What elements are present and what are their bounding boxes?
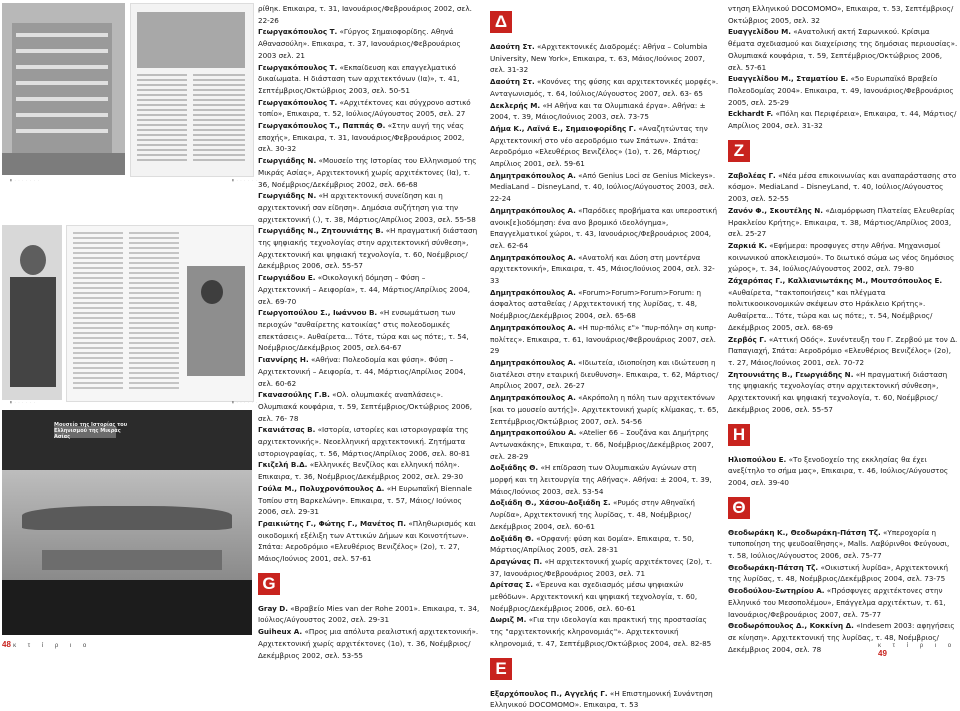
entry-text: «Διαμόρφωση Πλατείας Ελευθερίας Ηρακλείου Κρήτης». Επικαιρα, τ. 38, Μάρτιος/Απρίλιος 2003, σελ. 25-27 <box>728 205 955 239</box>
entry-text: «Η αρχιτεκτονική συνείδηση και η αρχιτεκτονική σαν είδηση». Δημόσια συζήτηση για την αρχιτεκτονική (.), τ. 38, Μάρτιος/Απρίλιος 2003, σελ. 55-58 <box>258 191 476 224</box>
entry-text: «Βραβείο Mies van der Rohe 2001». Επικαιρα, τ. 34, Ιούλιος/Αύγουστος 2002, σελ. 29-31 <box>258 603 480 625</box>
entry-author: Θεοδωράκη Κ., Θεοδωράκη-Πάτση Τζ. <box>728 527 881 537</box>
bibliography-entry <box>728 527 958 562</box>
entry-author: Θεοδωρόπουλος Δ., Κοκκίνη Δ. <box>728 621 854 631</box>
entry-text: «Εφήμερα: προσφυγες στην Αθήνα. Μηχανισμοί κοινωνικού αποκλεισμού». Το διωτικό σώμα ως νέος δημόσιος χώρος», τ. 34, Ιούλιος/Αύγουστος 2002, σελ. 79-80 <box>728 240 955 274</box>
bibliography-entry <box>258 26 480 61</box>
bibliography-entry <box>728 26 958 73</box>
entry-text: «Αττική Οδός». Συνέντευξη του Γ. Ζερβού με τον Δ. Παπαγιαχή, Σπάτα: Αεροδρόμιο «Ελευθέριος Βενιζέλος» (2ο), τ. 27, Μάιος/Ιούνιος 2001, σελ. 70-72 <box>728 334 958 367</box>
entry-text: «Κονόνες της φύσης και αρχιτεκτονικές μορφές». Ανταγωνισμός, τ. 64, Ιούλιος/Αύγουστος 2007, σελ. 63- 65 <box>490 77 719 98</box>
bibliography-entry <box>490 252 720 287</box>
bibliography-entry <box>490 357 720 392</box>
entry-text: «Οικολογική δόμηση – Φύση – Αρχιτεκτονική – Αειφορία», τ. 44, Μάρτιος/Απρίλιος 2004, σελ. 69-70 <box>258 273 471 306</box>
entry-text: «Η επίδραση των Ολυμπιακών Αγώνων στη μορφή και τη λειτουργία της Αθήνας». Αθήνα: ± 2004, τ. 39, Μάιος/Ιούνιος 2003, σελ. 53-54 <box>490 463 712 496</box>
entry-author: Δημητρακόπουλος Α. <box>490 205 576 215</box>
entry-author: Δημητρακόπουλος Α. <box>490 252 576 262</box>
entry-text: «Πληθωρισμός και οικοδομική εξέλιξη των Αττικών Δήμων και Κοινοτήτων». Σπάτα: Αεροδρόμιο «Ελευθέριος Βενιζέλος» (2ο), τ. 27, Μάιος/Ιούνιος 2001, σελ. 57-61 <box>258 518 476 564</box>
bibliography-entry <box>490 579 720 614</box>
entry-author: Ευαγγελίδου Μ., Σταματίου Ε. <box>728 74 849 84</box>
bibliography-entry <box>258 389 480 424</box>
entry-author: Γεωργοπούλου Σ., Ιωάννου Β. <box>258 308 378 318</box>
entry-author: Ζάχαρόπας Γ., Καλλιανιωτάκης Μ., Μουτσόπουλος Ε. <box>728 276 943 286</box>
bibliography-entry <box>490 688 720 711</box>
entry-author: Δημητρακόπουλος Α. <box>490 357 576 367</box>
entry-author: Θεοδωράκη-Πάτση Τζ. <box>728 562 819 572</box>
entry-author: Ευαγγελίδου Μ. <box>728 27 791 37</box>
entry-text: «Το ξενοδοχείο της εκκλησίας θα έχει ανεξίτηλο το σήμα μας», Επικαιρα, τ. 46, Ιούλιος/Αύγουστος 2004, σελ. 39-40 <box>728 454 949 487</box>
entry-author: Γεωργιάδης Ν. <box>258 156 317 166</box>
section-letter-d: Δ <box>490 11 512 33</box>
entry-author: Δραγώνας Π. <box>490 556 543 566</box>
bibliography-entry <box>728 205 958 240</box>
right-page-footer <box>878 640 960 658</box>
entry-author: Ζαρκιά Κ. <box>728 240 767 250</box>
bibliography-entry <box>258 225 480 272</box>
entry-author: Γκανιάτσας Β. <box>258 425 316 435</box>
entry-author: Γιαννίρης Η. <box>258 355 309 365</box>
entry-author: Δρίτσας Σ. <box>490 580 534 590</box>
bibliography-entry <box>258 424 480 459</box>
bibliography-entry <box>728 334 958 369</box>
entry-text: «Αναζητώντας την Αρχιτεκτονική στο νέο αεροδρόμιο των Σπάτων». Σπάτα: Αεροδρόμιο «Ελευθέριος Βενιζέλος» (1ο), τ. 26, Μάρτιος/Απρίλιος 2001, σελ. 59-61 <box>490 123 708 169</box>
bibliography-entry <box>490 497 720 532</box>
entry-author: Guiheux A. <box>258 627 303 637</box>
bibliography-entry <box>728 585 958 620</box>
bibliography-entry <box>490 123 720 170</box>
section-letter-th: Θ <box>728 497 750 519</box>
bibliography-entry <box>490 287 720 322</box>
entry-text: «Forum>Forum>Forum>Forum: η άσφαλτος ασταθείας / Αρχιτεκτονική της λυρίδας, τ. 48, Νοέμβριος/Δεκέμβριος 2004, σελ. 65-68 <box>490 287 701 321</box>
bibliography-entry <box>258 603 480 626</box>
entry-author: Ζερβός Γ. <box>728 334 767 344</box>
entry-text: «Η Επιστημονική Συνάντηση Ελληνικού DOCOMOMO». Επικαιρα, τ. 53 <box>490 688 713 710</box>
entry-text: «Πόλη και Περιφέρεια», Επικαιρα, τ. 44, Μάρτιος/Απρίλιος 2004, σελ. 31-32 <box>728 109 957 131</box>
entry-author: Γεωργακόπουλος Τ., Παππάς Θ. <box>258 121 386 131</box>
bibliography-entry <box>490 170 720 205</box>
bibliography-column-2 <box>490 3 720 711</box>
entry-author: Ζητουνιάτης Β., Γεωργιάδης Ν. <box>728 369 854 379</box>
entry-text: «Ιστορία, ιστορίες και ιστοριογραφία της αρχιτεκτονικής». Νεοελληνική αρχιτεκτονική. Ζητήματα ιστοριογραφίας, τ. 56, Μάρτιος/Απρίλιος 2006, σελ. 80-81 <box>258 425 471 458</box>
entry-text: «Παρόδιες προβήματα και υπεροστική ανοικ[ε]ιοδόμηση: ένα ανο βρομικό ιδεολόγημα», Επαγγελματικοί χώροι, τ. 43, Ιανουάριος/Φεβρουάριος 2004, σελ. 62-64 <box>490 205 718 250</box>
entry-text: «Ελληνικές Βενζίλος και ελληνική πόλη». Επικαιρα, τ. 36, Νοέμβριος/Δεκέμβριος 2002, σελ. 29-30 <box>258 460 464 482</box>
entry-author: Δημητρακόπουλος Α. <box>490 170 576 180</box>
entry-author: Ζαβολέας Γ. <box>728 170 776 180</box>
bibliography-entry <box>728 73 958 108</box>
entry-author: Δαούτη Στ. <box>490 77 535 87</box>
entry-author: Γεωργακόπουλος Τ. <box>258 27 338 37</box>
entry-author: Γκιζελή Β.Δ. <box>258 460 308 470</box>
architect-portrait-photo <box>2 225 62 400</box>
entry-author: Gray D. <box>258 603 288 613</box>
section-letter-e: E <box>490 658 512 680</box>
entry-text: «Ορφανή: φύση και δομία». Επικαιρα, τ. 50, Μάρτιος/Απρίλιος 2005, σελ. 28-31 <box>490 533 694 555</box>
bibliography-entry <box>728 3 958 26</box>
entry-text: «Γύργος Σημαιοφορίδης. Αθηνά Αθανασούλη». Επικαιρα, τ. 37, Ιανουάριος/Φεβρουάριος 2003 σελ. 21 <box>258 27 461 60</box>
entry-text: «Ιδιωτεία, ιδιοποίηση και ιδιώτευση η διατέλεσι στην εταιρική διευθυνση». Επικαιρα, τ. 62, Μάρτιος/Απρίλιος 2007, σελ. 26-27 <box>490 357 719 391</box>
entry-text: ρίθηκ. Επικαιρα, τ. 31, Ιανουάριος/Φεβρουάριος 2002, σελ. 22-26 <box>258 4 472 25</box>
bibliography-entry <box>258 155 480 190</box>
entry-text: «Νέα μέσα επικοινωνίας και αναπαράστασης στο κόσμο». MediaLand – DisneyLand, τ. 40, Ιούλιος/Αύγουστος 2003, σελ. 52-55 <box>728 170 957 204</box>
bibliography-entry <box>490 556 720 579</box>
bibliography-entry <box>728 275 958 334</box>
entry-text: «Η αρχιτεκτονική χωρίς αρχιτέκτονες (2ο), τ. 37, Ιανουάριος/Φεβρουάριος 2003, σελ. 71 <box>490 556 712 578</box>
photo-caption-mark: ▮ · · · · · · · <box>10 178 41 182</box>
entry-author: Γεωργιάδης Ν., Ζητουνιάτης Β. <box>258 226 384 236</box>
entry-author: Δοξιάδη Θ. <box>490 533 534 543</box>
section-letter-g: G <box>258 573 280 595</box>
entry-author: Δημητρακόπουλος Α. <box>490 393 576 403</box>
entry-author: Γραικιώτης Γ., Φώτης Γ., Μανέτος Π. <box>258 518 407 528</box>
entry-text: «Από Genius Loci σε Genius Mickeys». MediaLand – DisneyLand, τ. 40, Ιούλιος/Αύγουστος 2003, σελ. 22-24 <box>490 170 716 204</box>
entry-author: Εξαρχόπουλος Π., Αγγελής Γ. <box>490 688 608 698</box>
entry-text: «Η ενσωμάτωση των περιοχών "αυθαίρετης κατοικίας" στις πολεοδομικές επεκτάσεις». Αυθαίρετα... Τότε, τώρα και ως πότε;, τ. 54, Νοέμβριος/Δεκέμβριος 2005, σελ.64-67 <box>258 308 469 353</box>
entry-text: «Η Ευρωπαϊκή Biennale Τοπίου στη Βαρκελώνη». Επικαιρα, τ. 57, Μάιος/ Ιούνιος 2006, σελ. 29-31 <box>258 483 472 517</box>
bibliography-entry <box>258 518 480 565</box>
entry-author: Γεωργακόπουλος Τ. <box>258 62 338 72</box>
bibliography-entry <box>258 354 480 389</box>
entry-author: Δαούτη Στ. <box>490 42 535 51</box>
section-letter-h: H <box>728 424 750 446</box>
entry-author: Δεκλερής Μ. <box>490 100 541 110</box>
entry-text: «Ανατολή και Δύση στη μοντέρνα αρχιτεκτονική», Επικαιρα, τ. 45, Μάιος/Ιούνιος 2004, σελ. 32-33 <box>490 252 715 286</box>
bibliography-entry <box>490 41 720 76</box>
section-letter-z: Z <box>728 140 750 162</box>
entry-text: «Ανατολική ακτή Σαρωνικού. Κρίσιμα θέματα σχεδιασμού και διαχείρισης της δημόσιας περιουσίας». Ολυμπιακά κουφάρια, τ. 59, Σεπτέμβριος/Οκτώβριος 2006, σελ. 57-61 <box>728 27 958 72</box>
entry-author: Δωριζ Μ. <box>490 615 527 625</box>
entry-text: «Στην αυγή της νέας εποχής», Επικαιρα, τ. 31, Ιανουάριος/Φεβρουάριος 2002, σελ. 30-32 <box>258 121 465 154</box>
bibliography-entry <box>258 190 480 225</box>
bibliography-entry <box>490 462 720 497</box>
entry-text: «Η πυρ-πόλις ε"» "πυρ-πόλη» ση κυπρ-πολίτες». Επικαιρα, τ. 61, Ιανουάριος/Φεβρουάριος 2007, σελ. 29 <box>490 322 717 356</box>
bibliography-entry <box>728 170 958 205</box>
bibliography-entry <box>258 626 480 661</box>
bibliography-entry <box>490 100 720 123</box>
entry-text: «Για την ιδεολογία και πρακτική της προστασίας της "αρχιτεκτονικής κληρονομιάς"». Αρχιτεκτονική κληρονομιά, τ. 47, Σεπτέμβριος/Οκτώβριος 2004, σελ. 82-85 <box>490 615 712 648</box>
entry-text: «Έρευνα και σχεδιασμός μέσω ψηφιακών μεθόδων». Αρχιτεκτονική και ψηφιακή τεχνολογία, τ. 60, Νοέμβριος/Δεκέμβριος 2006, σελ. 60-61 <box>490 580 698 613</box>
bibliography-entry <box>258 97 480 120</box>
entry-author: Δήμα Κ., Λαϊνά Ε., Σημαιοφορίδης Γ. <box>490 123 637 133</box>
entry-text: «Εκπαίδευση και επαγγελματικό δικαίωμαta. Η διάσταση των αρχιτεκτόνων (Ια)», τ. 41, Σεπτέμβριος/Οκτώβριος 2003, σελ. 50-51 <box>258 62 460 95</box>
entry-text: «Αρχιτεκτονικές Διαδρομές: Αθήνα – Columbia University, New York», Επικαιρα, τ. 63, Μάιος/Ιούνιος 2007, σελ. 31-32 <box>490 42 708 75</box>
bibliography-entry <box>728 108 958 131</box>
entry-author: Ζανόν Φ., Σκουτέλης Ν. <box>728 205 824 215</box>
left-page-number: 48 <box>2 640 11 649</box>
entry-text: «Atelier 66 – Σουζάνα και Δημήτρης Αντωνακάκης», Επικαιρα, τ. 66, Νοέμβριος/Δεκέμβριος 2007, σελ. 28-29 <box>490 428 714 461</box>
entry-text: «Ακρόπολη η πόλη των αρχιτεκτόνων [και το μουσείο αυτής]». Αρχιτεκτονική χωρίς κλίμακας, τ. 65, Σεπτέμβριος/Οκτώβριος 2007, σελ. 54-56 <box>490 393 719 426</box>
bibliography-entry <box>490 614 720 649</box>
bibliography-entry <box>490 533 720 556</box>
left-page-footer <box>2 640 91 649</box>
entry-author: Δημητρακοπούλου Α. <box>490 428 577 438</box>
entry-author: Δημητρακόπουλος Α. <box>490 287 576 297</box>
entry-text: «Η Αθήνα και τα Ολυμπιακά έργα». Αθήνα: ± 2004, τ. 39, Μάιος/Ιούνιος 2003, σελ. 73-75 <box>490 100 706 122</box>
entry-author: Δοξιάδης Θ. <box>490 463 539 473</box>
entry-author: Eckhardt F. <box>728 109 774 119</box>
bibliography-entry <box>490 76 720 99</box>
magazine-name-left: κ τ ί ρ ι ο <box>13 643 92 649</box>
entry-text: «Αυθαίρετα, "τακτοποιήσεις" και πλέγματα πολιτικοοικονομικών σκέψεων στο Ηράκλειο Κρήτης». Αυθαίρετα... Τότε, τώρα και ως πότε;, τ. 54, Νοέμβριος/Δεκέμβριος 2005, σελ. 68-69 <box>728 287 933 332</box>
bibliography-column-3 <box>728 3 958 655</box>
building-photo-top-left <box>2 3 125 175</box>
entry-author: Δημητρακόπουλος Α. <box>490 322 576 332</box>
entry-author: Ηλιοπούλου Ε. <box>728 454 787 464</box>
bibliography-entry <box>258 3 480 26</box>
article-page-spread-middle <box>66 225 254 402</box>
bibliography-entry <box>728 454 958 489</box>
right-page-number: 49 <box>878 649 887 658</box>
bibliography-entry <box>728 369 958 416</box>
magazine-name-right: κ τ ί ρ ι ο <box>878 643 957 649</box>
entry-text: «Οικιστική λυρίδα», Αρχιτεκτονική της λυρίδας, τ. 48, Νοέμβριος/Δεκέμβριος 2004, σελ. 73-75 <box>728 562 948 584</box>
bibliography-column-1 <box>258 3 480 661</box>
entry-author: Δοξιάδη Θ., Χάσου-Δοξιάδη Σ. <box>490 498 611 508</box>
entry-author: Γούλα Μ., Πολυχρονόπουλος Δ. <box>258 483 385 493</box>
entry-text: «Ολ. ολυμπιακές αναπλάσεις». Ολυμπιακά κουφάρια, τ. 59, Σεπτέμβριος/Οκτώβριος 2006, σελ. 76- 78 <box>258 390 473 423</box>
entry-text: «Υπεροχορία η τυποποίηση της ψευδοαίθησης», Malls. Λαβύρινθοι Φεύγουσι, τ. 58, Ιούλιος/Αύγουστος 2006, σελ. 75-77 <box>728 527 950 561</box>
bibliography-entry <box>728 240 958 275</box>
entry-text: «Ρυμός στην Αθηναϊκή Λυρίδα», Αρχιτεκτονική της λυρίδας, τ. 48, Νοέμβριος/Δεκέμβριος 2004, σελ. 60-61 <box>490 498 695 531</box>
entry-text: «Πρόσφυγες αρχιτέκτονες στην Ελληνικό του Μεσοπολέμου», Επάγγελμα αρχιτέκτων, τ. 61, Ιανουάριος/Φεβρουάριος 2007, σελ. 75-77 <box>728 586 946 619</box>
bibliography-entry <box>258 483 480 518</box>
entry-author: Θεοδούλου-Σωτηρίου Α. <box>728 586 825 596</box>
entry-text: «5ο Ευρωπαϊκό Βραβείο Πολεοδομίας 2004». Επικαιρα, τ. 49, Ιανουάριος/Φεβρουάριος 2005, σελ. 25-29 <box>728 74 954 107</box>
bibliography-entry <box>490 427 720 462</box>
bibliography-entry <box>258 272 480 307</box>
entry-author: Γκανασούλης Γ.Β. <box>258 390 330 400</box>
entry-author: Γεωργιάδου Ε. <box>258 273 316 283</box>
bibliography-entry <box>258 62 480 97</box>
bibliography-entry <box>258 459 480 482</box>
photo-caption-mark: ▮ · · · · · · <box>232 178 259 182</box>
entry-text: «Αρχιτέκτονες και σύγχρονο αστικό τοπίο», Επικαιρα, τ. 52, Ιούλιος/Αύγουστος 2005, σελ. 27 <box>258 97 471 119</box>
photo-caption-mark: ▮ · · · · · · <box>10 400 37 404</box>
entry-author: Γεωργακόπουλος Τ. <box>258 97 338 107</box>
bibliography-entry <box>258 307 480 354</box>
bibliography-entry <box>490 205 720 252</box>
photo-caption-mark: ▮ · · · · · · <box>232 400 259 404</box>
museum-book-cover <box>2 410 252 635</box>
bibliography-entry <box>258 120 480 155</box>
bibliography-entry <box>490 392 720 427</box>
entry-text: «Προς μια απόλυτα ρεαλιστική αρχιτεκτονική». Αρχιτεκτονική χωρίς αρχιτέκτονες (1ο), τ. 36, Νοέμβριος/Δεκέμβριος 2002, σελ. 53-55 <box>258 627 479 660</box>
book-cover-title: Μουσείο της Ιστορίας του Ελληνισμού της Μικράς Ασίας <box>54 422 128 440</box>
entry-text: «Μουσείο της Ιστορίας του Ελληνισμού της Μικράς Ασίας», Αρχιτεκτονική χωρίς αρχιτέκτονες (Ια), τ. 36, Νοέμβριος/Δεκέμβριος 2002, σελ. 66-68 <box>258 156 477 189</box>
entry-text: «Indesem 2003: αφηγήσεις σε κίνηση». Αρχιτεκτονική της λυρίδας, τ. 48, Νοέμβριος/Δεκέμβριος 2004, σελ. 78 <box>728 621 955 654</box>
entry-text: «Η πραγματική διάσταση της ψηφιακής τεχνολογίας στην αρχιτεκτονική σύνθεση», Αρχιτεκτονική και ψηφιακή τεχνολογία, τ. 60, Νοέμβριος/Δεκέμβριος 2006, σελ. 55-57 <box>728 369 948 414</box>
article-page-thumbnail <box>130 3 254 177</box>
entry-author: Γεωργιάδης Ν. <box>258 191 317 201</box>
bibliography-entry <box>728 562 958 585</box>
entry-text: «Η πραγματική διάσταση της ψηφιακής τεχνολογίας στην αρχιτεκτονική σύνθεση», Αρχιτεκτονική και ψηφιακή τεχνολογία, τ. 60, Νοέμβριος/Δεκέμβριος 2006, σελ. 55-57 <box>258 226 478 271</box>
entry-text: «Αθήνα: Πολεοδομία και φύση». Φύση – Αρχιτεκτονική – Αειφορία, τ. 44, Μάρτιος/Απρίλιος 2004, σελ. 60-62 <box>258 355 466 388</box>
entry-text: ντηση Ελληνικού DOCOMOMO», Επικαιρα, τ. 53, Σεπτέμβριος/Οκτώβριος 2005, σελ. 32 <box>728 4 954 25</box>
bibliography-entry <box>490 322 720 357</box>
